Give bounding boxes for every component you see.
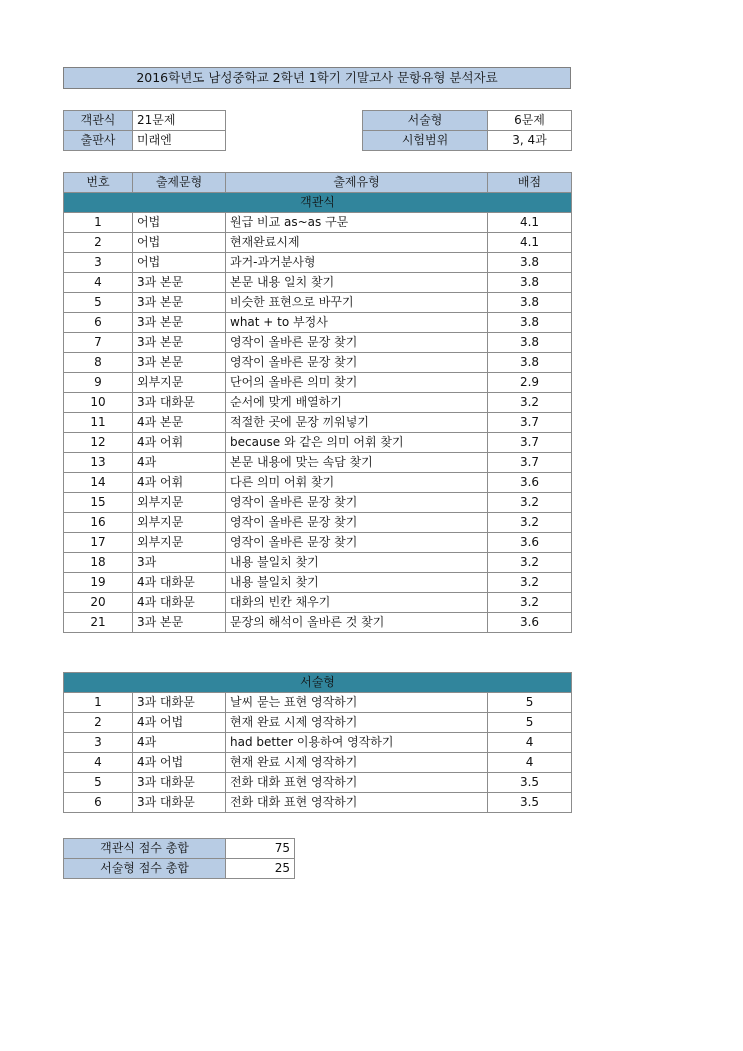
row-number: 2	[64, 713, 133, 733]
table-row	[64, 413, 572, 433]
row-number: 14	[64, 473, 133, 493]
table-row	[64, 293, 572, 313]
row-type: 적절한 곳에 문장 끼워넣기	[226, 413, 488, 433]
table-row	[64, 333, 572, 353]
row-type: 현재 완료 시제 영작하기	[226, 753, 488, 773]
row-area: 3과 대화문	[133, 393, 226, 413]
row-area: 어법	[133, 233, 226, 253]
table-row	[64, 273, 572, 293]
row-area: 외부지문	[133, 533, 226, 553]
row-type: 원급 비교 as~as 구문	[226, 213, 488, 233]
row-number: 3	[64, 733, 133, 753]
row-number: 10	[64, 393, 133, 413]
essay-table	[63, 672, 572, 813]
row-number: 21	[64, 613, 133, 633]
row-type: 과거-과거분사형	[226, 253, 488, 273]
table-row	[64, 433, 572, 453]
row-number: 18	[64, 553, 133, 573]
row-number: 17	[64, 533, 133, 553]
row-number: 5	[64, 773, 133, 793]
mc-table	[63, 172, 572, 633]
row-type: 전화 대화 표현 영작하기	[226, 793, 488, 813]
totals-table	[63, 838, 295, 879]
row-score: 3.8	[488, 253, 572, 273]
row-number: 13	[64, 453, 133, 473]
row-type: 내용 불일치 찾기	[226, 553, 488, 573]
row-score: 3.7	[488, 453, 572, 473]
row-area: 4과 대화문	[133, 573, 226, 593]
essay-count-value: 6문제	[488, 111, 572, 131]
row-number: 8	[64, 353, 133, 373]
mc-total-label: 객관식 점수 총합	[64, 839, 226, 859]
row-area: 4과 본문	[133, 413, 226, 433]
row-area: 어법	[133, 253, 226, 273]
row-number: 6	[64, 313, 133, 333]
table-row	[64, 213, 572, 233]
row-score: 3.8	[488, 353, 572, 373]
row-number: 6	[64, 793, 133, 813]
row-type: 문장의 해석이 올바른 것 찾기	[226, 613, 488, 633]
row-score: 3.2	[488, 593, 572, 613]
row-score: 3.6	[488, 473, 572, 493]
table-row	[64, 353, 572, 373]
table-row	[64, 553, 572, 573]
table-row	[64, 793, 572, 813]
row-area: 외부지문	[133, 493, 226, 513]
publisher-label: 출판사	[64, 131, 133, 151]
table-row	[64, 493, 572, 513]
essay-total-label: 서술형 점수 총합	[64, 859, 226, 879]
mc-section-label: 객관식	[64, 193, 572, 213]
row-number: 16	[64, 513, 133, 533]
row-number: 2	[64, 233, 133, 253]
row-area: 외부지문	[133, 513, 226, 533]
essay-section-label: 서술형	[64, 673, 572, 693]
row-score: 3.2	[488, 393, 572, 413]
mc-total-value: 75	[226, 839, 295, 859]
header-type: 출제유형	[226, 173, 488, 193]
row-score: 3.8	[488, 293, 572, 313]
table-row	[64, 313, 572, 333]
row-number: 4	[64, 753, 133, 773]
row-type: 비슷한 표현으로 바꾸기	[226, 293, 488, 313]
row-number: 5	[64, 293, 133, 313]
row-score: 4.1	[488, 213, 572, 233]
row-type: 다른 의미 어휘 찾기	[226, 473, 488, 493]
row-score: 3.5	[488, 793, 572, 813]
row-number: 15	[64, 493, 133, 513]
row-area: 3과	[133, 553, 226, 573]
row-score: 3.2	[488, 493, 572, 513]
scope-value: 3, 4과	[488, 131, 572, 151]
mc-count-label: 객관식	[64, 111, 133, 131]
row-score: 3.7	[488, 433, 572, 453]
row-area: 3과 본문	[133, 293, 226, 313]
row-type: 영작이 올바른 문장 찾기	[226, 533, 488, 553]
info-table-right	[362, 110, 572, 151]
table-row	[64, 513, 572, 533]
header-score: 배점	[488, 173, 572, 193]
row-type: 본문 내용 일치 찾기	[226, 273, 488, 293]
essay-total-value: 25	[226, 859, 295, 879]
table-row	[64, 573, 572, 593]
row-area: 어법	[133, 213, 226, 233]
row-score: 3.7	[488, 413, 572, 433]
table-row	[64, 713, 572, 733]
table-row	[64, 393, 572, 413]
row-number: 1	[64, 693, 133, 713]
row-score: 5	[488, 713, 572, 733]
row-number: 19	[64, 573, 133, 593]
table-row	[64, 693, 572, 713]
mc-count-value: 21문제	[133, 111, 226, 131]
row-score: 4.1	[488, 233, 572, 253]
row-type: 영작이 올바른 문장 찾기	[226, 513, 488, 533]
row-type: 단어의 올바른 의미 찾기	[226, 373, 488, 393]
row-area: 4과 어법	[133, 713, 226, 733]
table-row	[64, 473, 572, 493]
row-type: 영작이 올바른 문장 찾기	[226, 353, 488, 373]
mc-section-row	[64, 193, 572, 213]
row-score: 3.2	[488, 553, 572, 573]
row-type: 영작이 올바른 문장 찾기	[226, 333, 488, 353]
table-row	[64, 533, 572, 553]
row-area: 3과 본문	[133, 313, 226, 333]
table-row	[64, 253, 572, 273]
row-area: 4과 어휘	[133, 473, 226, 493]
row-score: 2.9	[488, 373, 572, 393]
row-area: 4과	[133, 453, 226, 473]
row-score: 3.5	[488, 773, 572, 793]
row-score: 3.8	[488, 273, 572, 293]
page-title: 2016학년도 남성중학교 2학년 1학기 기말고사 문항유형 분석자료	[63, 67, 571, 89]
row-score: 3.6	[488, 613, 572, 633]
table-row	[64, 733, 572, 753]
row-area: 4과	[133, 733, 226, 753]
row-score: 3.8	[488, 313, 572, 333]
row-area: 3과 본문	[133, 613, 226, 633]
row-number: 11	[64, 413, 133, 433]
table-row	[64, 233, 572, 253]
essay-section-row	[64, 673, 572, 693]
publisher-value: 미래엔	[133, 131, 226, 151]
table-row	[64, 453, 572, 473]
row-area: 3과 대화문	[133, 693, 226, 713]
row-type: had better 이용하여 영작하기	[226, 733, 488, 753]
row-number: 12	[64, 433, 133, 453]
row-type: 대화의 빈칸 채우기	[226, 593, 488, 613]
row-type: 현재 완료 시제 영작하기	[226, 713, 488, 733]
row-area: 3과 본문	[133, 333, 226, 353]
table-row	[64, 753, 572, 773]
header-num: 번호	[64, 173, 133, 193]
row-number: 3	[64, 253, 133, 273]
row-area: 4과 어휘	[133, 433, 226, 453]
row-area: 4과 어법	[133, 753, 226, 773]
row-score: 4	[488, 733, 572, 753]
row-area: 3과 대화문	[133, 793, 226, 813]
row-number: 7	[64, 333, 133, 353]
row-score: 4	[488, 753, 572, 773]
row-type: 본문 내용에 맞는 속담 찾기	[226, 453, 488, 473]
table-header-row	[64, 173, 572, 193]
header-area: 출제문형	[133, 173, 226, 193]
row-area: 외부지문	[133, 373, 226, 393]
table-row	[64, 613, 572, 633]
row-type: 영작이 올바른 문장 찾기	[226, 493, 488, 513]
table-row	[64, 773, 572, 793]
row-type: because 와 같은 의미 어휘 찾기	[226, 433, 488, 453]
table-row	[64, 373, 572, 393]
table-row	[64, 593, 572, 613]
row-number: 4	[64, 273, 133, 293]
row-score: 5	[488, 693, 572, 713]
row-area: 4과 대화문	[133, 593, 226, 613]
row-type: 내용 불일치 찾기	[226, 573, 488, 593]
essay-count-label: 서술형	[363, 111, 488, 131]
row-score: 3.6	[488, 533, 572, 553]
scope-label: 시험범위	[363, 131, 488, 151]
row-area: 3과 본문	[133, 273, 226, 293]
row-number: 9	[64, 373, 133, 393]
info-table-left	[63, 110, 226, 151]
row-type: 순서에 맞게 배열하기	[226, 393, 488, 413]
row-score: 3.8	[488, 333, 572, 353]
row-type: 날씨 묻는 표현 영작하기	[226, 693, 488, 713]
row-area: 3과 대화문	[133, 773, 226, 793]
row-type: what + to 부정사	[226, 313, 488, 333]
row-type: 현재완료시제	[226, 233, 488, 253]
row-area: 3과 본문	[133, 353, 226, 373]
row-score: 3.2	[488, 573, 572, 593]
row-type: 전화 대화 표현 영작하기	[226, 773, 488, 793]
row-number: 20	[64, 593, 133, 613]
row-score: 3.2	[488, 513, 572, 533]
row-number: 1	[64, 213, 133, 233]
